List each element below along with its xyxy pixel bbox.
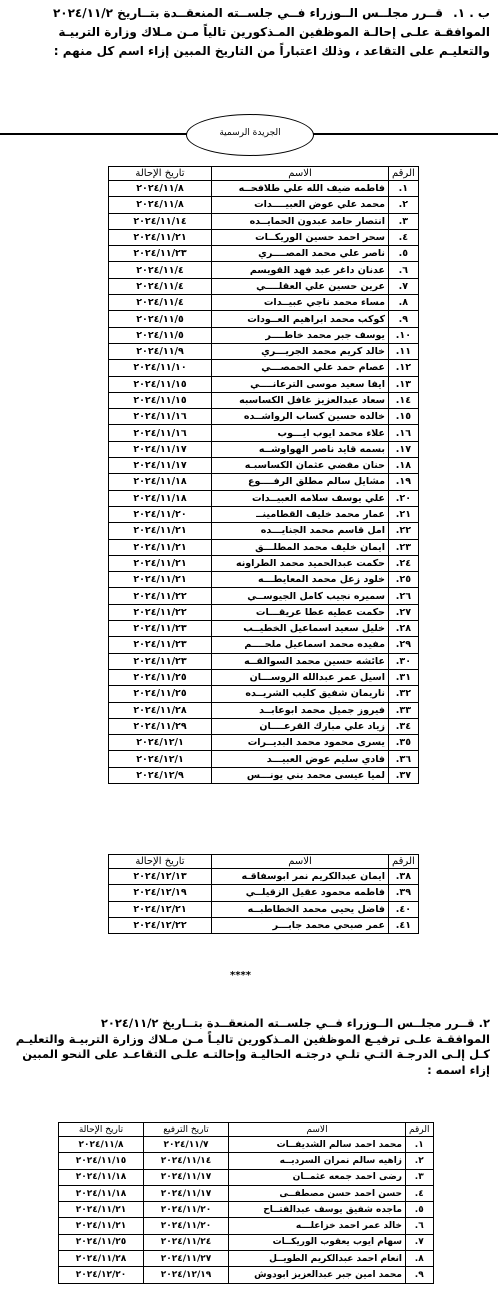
row-name: فاطمه محمود عقيل الزقيلــي bbox=[212, 885, 389, 901]
row-number: ١. bbox=[389, 181, 419, 197]
row-number: ٣٣. bbox=[389, 702, 419, 718]
row-name: خالد عمر احمد خزاعلـــه bbox=[229, 1218, 406, 1234]
table-row bbox=[109, 653, 419, 669]
row-date: ٢٠٢٤/١١/١٦ bbox=[109, 425, 212, 441]
row-number: ٢٠. bbox=[389, 490, 419, 506]
table-row bbox=[109, 229, 419, 245]
row-date: ٢٠٢٤/١١/٥ bbox=[109, 327, 212, 343]
row-name: علاء محمد ايوب ايـــوب bbox=[212, 425, 389, 441]
header-num: الرقم bbox=[389, 167, 419, 181]
row-date: ٢٠٢٤/١١/١٥ bbox=[109, 376, 212, 392]
row-name: سعاد عبدالعزيز غافل الكساسبه bbox=[212, 392, 389, 408]
row-name: عمار محمد خليف القطامينــ bbox=[212, 506, 389, 522]
header-date: تاريخ الإحالة bbox=[109, 167, 212, 181]
row-number: ٩. bbox=[406, 1267, 434, 1283]
table-header-row bbox=[109, 167, 419, 181]
row-name: خليل سعيد اسماعيل الخطيــب bbox=[212, 621, 389, 637]
row-date: ٢٠٢٤/١١/٢٥ bbox=[109, 686, 212, 702]
row-number: ٢٨. bbox=[389, 621, 419, 637]
row-date: ٢٠٢٤/١١/١٨ bbox=[59, 1185, 144, 1201]
decision-2-body: الموافقـة علـى ترفيـع الموظفين المـذكورين تاليـاً مـن مـلاك وزارة التربيـة والتعليـم كـل إلـى الدرجـة التـي تلـي درجتـه الحاليـة وإحالتـه علـى التقاعـد على النحو المبين إزاء اسمه : bbox=[15, 1031, 490, 1077]
table-row bbox=[109, 392, 419, 408]
row-date: ٢٠٢٤/١١/١٧ bbox=[109, 458, 212, 474]
row-name: محمد احمد سالم الشديفــات bbox=[229, 1137, 406, 1153]
row-name: يسرى محمود محمد البديــرات bbox=[212, 735, 389, 751]
table-row bbox=[109, 376, 419, 392]
table-row bbox=[109, 474, 419, 490]
row-name: فادي سليم عوض العبيـــد bbox=[212, 751, 389, 767]
row-name: حكمت عبدالحميد محمد الطراونه bbox=[212, 555, 389, 571]
row-number: ٦. bbox=[406, 1218, 434, 1234]
row-date: ٢٠٢٤/١١/٢٠ bbox=[144, 1202, 229, 1218]
decision-2-paragraph bbox=[4, 1016, 490, 1078]
table-row bbox=[59, 1267, 434, 1283]
table-row bbox=[109, 702, 419, 718]
table-row bbox=[109, 539, 419, 555]
row-number: ٢. bbox=[406, 1153, 434, 1169]
row-date: ٢٠٢٤/١١/٢٨ bbox=[59, 1251, 144, 1267]
row-name: مشايل سالم مطلق الرفــــوع bbox=[212, 474, 389, 490]
row-name: مساء محمد ناجي عبيــدات bbox=[212, 295, 389, 311]
row-number: ٧. bbox=[406, 1234, 434, 1250]
header-num: الرقم bbox=[389, 855, 419, 869]
row-number: ١. bbox=[406, 1137, 434, 1153]
row-name: ناصر علي محمد المصــــري bbox=[212, 246, 389, 262]
row-name: فاطمه ضيف الله علي طلافحــه bbox=[212, 181, 389, 197]
header-date: تاريخ الإحالة bbox=[109, 855, 212, 869]
row-date: ٢٠٢٤/١١/٢٥ bbox=[109, 669, 212, 685]
row-name: محمد امين جبر عبدالعزيز ابودوش bbox=[229, 1267, 406, 1283]
table-row bbox=[109, 278, 419, 294]
row-date: ٢٠٢٤/١٢/٢٢ bbox=[109, 917, 212, 933]
table-row bbox=[109, 555, 419, 571]
row-date: ٢٠٢٤/١١/٨ bbox=[109, 181, 212, 197]
row-number: ٢٦. bbox=[389, 588, 419, 604]
table-row bbox=[109, 686, 419, 702]
table-row bbox=[109, 917, 419, 933]
row-date: ٢٠٢٤/١١/٢٣ bbox=[109, 637, 212, 653]
row-name: حنان مفضي عثمان الكساسبـه bbox=[212, 458, 389, 474]
row-name: يوسف جبر محمد خاطــــر bbox=[212, 327, 389, 343]
table-row bbox=[109, 295, 419, 311]
row-date: ٢٠٢٤/١١/٢٢ bbox=[109, 588, 212, 604]
row-number: ٢. bbox=[389, 197, 419, 213]
row-date: ٢٠٢٤/١١/٤ bbox=[109, 262, 212, 278]
row-date: ٢٠٢٤/١١/٢٣ bbox=[109, 246, 212, 262]
table-row bbox=[109, 572, 419, 588]
row-number: ١٥. bbox=[389, 409, 419, 425]
row-name: عمر صبحي محمد جابـــر bbox=[212, 917, 389, 933]
row-date: ٢٠٢٤/١١/١٨ bbox=[59, 1169, 144, 1185]
row-number: ١٢. bbox=[389, 360, 419, 376]
row-number: ٣٠. bbox=[389, 653, 419, 669]
table-row bbox=[109, 869, 419, 885]
table-row bbox=[109, 343, 419, 359]
table-row bbox=[109, 458, 419, 474]
row-date: ٢٠٢٤/١١/٤ bbox=[109, 295, 212, 311]
row-name: حكمت عطيه عطا عريقـــات bbox=[212, 604, 389, 620]
row-name: اسيل عمر عبدالله الروســـان bbox=[212, 669, 389, 685]
row-date: ٢٠٢٤/١١/٢٢ bbox=[109, 604, 212, 620]
row-number: ٢١. bbox=[389, 506, 419, 522]
retirement-table-1 bbox=[108, 166, 419, 784]
table-row bbox=[109, 441, 419, 457]
table-row bbox=[109, 409, 419, 425]
header-promotion-date: تاريخ الترفيع bbox=[144, 1123, 229, 1137]
promotion-table bbox=[58, 1122, 434, 1284]
row-number: ٤٠. bbox=[389, 901, 419, 917]
row-number: ٢٤. bbox=[389, 555, 419, 571]
header-num: الرقم bbox=[406, 1123, 434, 1137]
row-name: سحر احمد حسين الوريكــات bbox=[212, 229, 389, 245]
row-date: ٢٠٢٤/١١/٢٨ bbox=[109, 702, 212, 718]
row-name: ايفا سعيد موسى الترعانــــي bbox=[212, 376, 389, 392]
row-date: ٢٠٢٤/١١/٢٥ bbox=[59, 1234, 144, 1250]
row-number: ٣٨. bbox=[389, 869, 419, 885]
row-number: ٣٢. bbox=[389, 686, 419, 702]
row-number: ١٦. bbox=[389, 425, 419, 441]
table-row bbox=[59, 1218, 434, 1234]
decision-2-title: قــرر مجلــس الــوزراء فــي جلســته المنعقــدة بتــاريخ ٢٠٢٤/١١/٢ bbox=[100, 1016, 475, 1030]
row-date: ٢٠٢٤/١١/٢١ bbox=[109, 555, 212, 571]
table-header-row bbox=[59, 1123, 434, 1137]
row-date: ٢٠٢٤/١١/٢١ bbox=[109, 229, 212, 245]
row-number: ٨. bbox=[389, 295, 419, 311]
row-date: ٢٠٢٤/١١/٩ bbox=[109, 343, 212, 359]
row-number: ١٩. bbox=[389, 474, 419, 490]
row-name: ايمان عبدالكريم نمر ابوسفاقـه bbox=[212, 869, 389, 885]
row-name: انتصار حامد عبدون الحمايــده bbox=[212, 213, 389, 229]
row-number: ٣٦. bbox=[389, 751, 419, 767]
table-row bbox=[109, 588, 419, 604]
row-date: ٢٠٢٤/١١/٢١ bbox=[109, 539, 212, 555]
table-row bbox=[109, 885, 419, 901]
row-number: ١٤. bbox=[389, 392, 419, 408]
table-row bbox=[109, 246, 419, 262]
table-row bbox=[109, 490, 419, 506]
row-date: ٢٠٢٤/١٢/١ bbox=[109, 735, 212, 751]
row-number: ٧. bbox=[389, 278, 419, 294]
row-name: امل قاسم محمد الجنايـــده bbox=[212, 523, 389, 539]
decision-1-title: قــرر مجلــس الــوزراء فــي جلســته المنعقــدة بتــاريخ ٢٠٢٤/١١/٢ bbox=[52, 6, 443, 20]
row-name: رضى احمد جمعه عثمــان bbox=[229, 1169, 406, 1185]
row-name: فاضل يحيى محمد الخطاطبــه bbox=[212, 901, 389, 917]
row-date: ٢٠٢٤/١١/٥ bbox=[109, 311, 212, 327]
row-date: ٢٠٢٤/١١/١٤ bbox=[109, 213, 212, 229]
row-number: ٤١. bbox=[389, 917, 419, 933]
row-date: ٢٠٢٤/١١/٢١ bbox=[59, 1202, 144, 1218]
row-number: ٢٣. bbox=[389, 539, 419, 555]
row-date: ٢٠٢٤/١١/٨ bbox=[109, 197, 212, 213]
row-number: ٥. bbox=[406, 1202, 434, 1218]
table-row bbox=[59, 1234, 434, 1250]
row-date: ٢٠٢٤/١١/٢٤ bbox=[144, 1234, 229, 1250]
table-row bbox=[59, 1202, 434, 1218]
row-date: ٢٠٢٤/١١/٢٧ bbox=[144, 1251, 229, 1267]
retirement-table-2 bbox=[108, 854, 419, 934]
table-row bbox=[59, 1169, 434, 1185]
row-number: ٣. bbox=[406, 1169, 434, 1185]
table-row bbox=[109, 735, 419, 751]
row-date: ٢٠٢٤/١١/٢٣ bbox=[109, 621, 212, 637]
table-row bbox=[109, 213, 419, 229]
table-row bbox=[109, 506, 419, 522]
row-name: سهام ايوب يعقوب الوريكــات bbox=[229, 1234, 406, 1250]
table-row bbox=[109, 197, 419, 213]
row-name: عائشه حسين محمد السوالقــه bbox=[212, 653, 389, 669]
row-name: عدنان داغر عبد فهد القويسم bbox=[212, 262, 389, 278]
row-name: انعام احمد عبدالكريم الطويــل bbox=[229, 1251, 406, 1267]
row-name: عصام حمد علي الحمصـــي bbox=[212, 360, 389, 376]
row-date: ٢٠٢٤/١١/٢٠ bbox=[144, 1218, 229, 1234]
row-name: زياد علي مبارك القرعــــان bbox=[212, 718, 389, 734]
row-name: محمد علي عوض العبيــــدات bbox=[212, 197, 389, 213]
row-number: ٦. bbox=[389, 262, 419, 278]
row-name: حسن احمد حسن مصطفــى bbox=[229, 1185, 406, 1201]
row-number: ٣٩. bbox=[389, 885, 419, 901]
row-number: ٣٤. bbox=[389, 718, 419, 734]
row-number: ١١. bbox=[389, 343, 419, 359]
row-name: ايمان خليف محمد المطلـــق bbox=[212, 539, 389, 555]
row-date: ٢٠٢٤/١١/٢٠ bbox=[109, 506, 212, 522]
row-number: ٣٥. bbox=[389, 735, 419, 751]
row-name: كوكب محمد ابراهيم العــودات bbox=[212, 311, 389, 327]
row-date: ٢٠٢٤/١٢/١٩ bbox=[109, 885, 212, 901]
table-row bbox=[109, 751, 419, 767]
gazette-emblem bbox=[186, 114, 314, 156]
table-row bbox=[59, 1137, 434, 1153]
table-row bbox=[109, 637, 419, 653]
row-date: ٢٠٢٤/١١/١٥ bbox=[109, 392, 212, 408]
header-retirement-date: تاريخ الإحالة bbox=[59, 1123, 144, 1137]
table-row bbox=[109, 425, 419, 441]
row-date: ٢٠٢٤/١١/٢١ bbox=[59, 1218, 144, 1234]
row-date: ٢٠٢٤/١٢/١ bbox=[109, 751, 212, 767]
row-number: ٢٢. bbox=[389, 523, 419, 539]
table-row bbox=[109, 360, 419, 376]
row-name: عرين حسين علي العقلــــي bbox=[212, 278, 389, 294]
decision-2-number: ٢. bbox=[478, 1016, 490, 1030]
table-header-row bbox=[109, 855, 419, 869]
row-number: ٨. bbox=[406, 1251, 434, 1267]
row-date: ٢٠٢٤/١١/١٧ bbox=[109, 441, 212, 457]
row-date: ٢٠٢٤/١١/٢٣ bbox=[109, 653, 212, 669]
row-name: بسمه قايد ناصر الهواوشــه bbox=[212, 441, 389, 457]
row-number: ٣٧. bbox=[389, 767, 419, 783]
row-number: ٣. bbox=[389, 213, 419, 229]
row-number: ٤. bbox=[389, 229, 419, 245]
table-row bbox=[109, 181, 419, 197]
row-number: ١٧. bbox=[389, 441, 419, 457]
table-row bbox=[109, 621, 419, 637]
row-name: ماجده شفيق يوسف عبدالفتــاح bbox=[229, 1202, 406, 1218]
table-row bbox=[109, 523, 419, 539]
table-row bbox=[109, 262, 419, 278]
row-name: خالد كريم محمد الجريـــري bbox=[212, 343, 389, 359]
row-date: ٢٠٢٤/١١/١٨ bbox=[109, 474, 212, 490]
row-name: علي يوسف سلامه العبيــدات bbox=[212, 490, 389, 506]
table-row bbox=[59, 1153, 434, 1169]
row-date: ٢٠٢٤/١١/١٤ bbox=[144, 1153, 229, 1169]
table-row bbox=[59, 1251, 434, 1267]
table-row bbox=[109, 718, 419, 734]
row-date: ٢٠٢٤/١١/١٠ bbox=[109, 360, 212, 376]
row-number: ١٣. bbox=[389, 376, 419, 392]
row-date: ٢٠٢٤/١٢/١٩ bbox=[144, 1267, 229, 1283]
row-date: ٢٠٢٤/١١/١٧ bbox=[144, 1185, 229, 1201]
row-date: ٢٠٢٤/١١/٢١ bbox=[109, 523, 212, 539]
table-row bbox=[109, 327, 419, 343]
decision-1-number: ب . ١. bbox=[453, 6, 490, 20]
header-name: الاسم bbox=[229, 1123, 406, 1137]
row-name: مفيده محمد اسماعيل ملحــــم bbox=[212, 637, 389, 653]
row-number: ١٠. bbox=[389, 327, 419, 343]
row-number: ٤. bbox=[406, 1185, 434, 1201]
row-number: ١٨. bbox=[389, 458, 419, 474]
row-number: ٢٥. bbox=[389, 572, 419, 588]
row-number: ٣١. bbox=[389, 669, 419, 685]
row-date: ٢٠٢٤/١٢/٢١ bbox=[109, 901, 212, 917]
row-name: زاهيه سالم نمران السرديــه bbox=[229, 1153, 406, 1169]
table-row bbox=[109, 311, 419, 327]
row-name: سميره نجيب كامل الجيوســي bbox=[212, 588, 389, 604]
row-name: خلود زعل محمد المعايطـــه bbox=[212, 572, 389, 588]
table-row bbox=[109, 901, 419, 917]
header-name: الاسم bbox=[212, 855, 389, 869]
header-name: الاسم bbox=[212, 167, 389, 181]
row-date: ٢٠٢٤/١١/١٦ bbox=[109, 409, 212, 425]
row-name: خالده حسين كساب الرواشــده bbox=[212, 409, 389, 425]
row-date: ٢٠٢٤/١١/١٨ bbox=[109, 490, 212, 506]
row-date: ٢٠٢٤/١١/١٥ bbox=[59, 1153, 144, 1169]
row-number: ٢٧. bbox=[389, 604, 419, 620]
row-name: ناريمان شفيق كليب الشريــده bbox=[212, 686, 389, 702]
table-row bbox=[109, 767, 419, 783]
row-date: ٢٠٢٤/١١/٢٩ bbox=[109, 718, 212, 734]
gazette-emblem-text: الجريدة الرسمية bbox=[219, 128, 281, 138]
row-date: ٢٠٢٤/١١/٢١ bbox=[109, 572, 212, 588]
table-row bbox=[109, 669, 419, 685]
table-row bbox=[59, 1185, 434, 1201]
row-date: ٢٠٢٤/١١/٧ bbox=[144, 1137, 229, 1153]
table-row bbox=[109, 604, 419, 620]
row-date: ٢٠٢٤/١٢/٩ bbox=[109, 767, 212, 783]
row-number: ٥. bbox=[389, 246, 419, 262]
row-name: لميا عيسى محمد بني يونـــس bbox=[212, 767, 389, 783]
row-date: ٢٠٢٤/١١/٨ bbox=[59, 1137, 144, 1153]
row-name: فيروز جميل محمد ابوعابــد bbox=[212, 702, 389, 718]
row-date: ٢٠٢٤/١٢/٢٠ bbox=[59, 1267, 144, 1283]
row-date: ٢٠٢٤/١١/٤ bbox=[109, 278, 212, 294]
row-number: ٢٩. bbox=[389, 637, 419, 653]
row-number: ٩. bbox=[389, 311, 419, 327]
decision-1-body: الموافقـة علـى إحالـة الموظفين المـذكورين تالياً مـن مـلاك وزارة التربيـة والتعليـم على التقاعد ، وذلك اعتباراً من التاريخ المبين إزاء اسم كل منهم : bbox=[53, 25, 490, 58]
row-date: ٢٠٢٤/١١/١٧ bbox=[144, 1169, 229, 1185]
decision-1-paragraph bbox=[4, 4, 490, 61]
section-separator: **** bbox=[230, 970, 251, 981]
row-date: ٢٠٢٤/١٢/١٣ bbox=[109, 869, 212, 885]
